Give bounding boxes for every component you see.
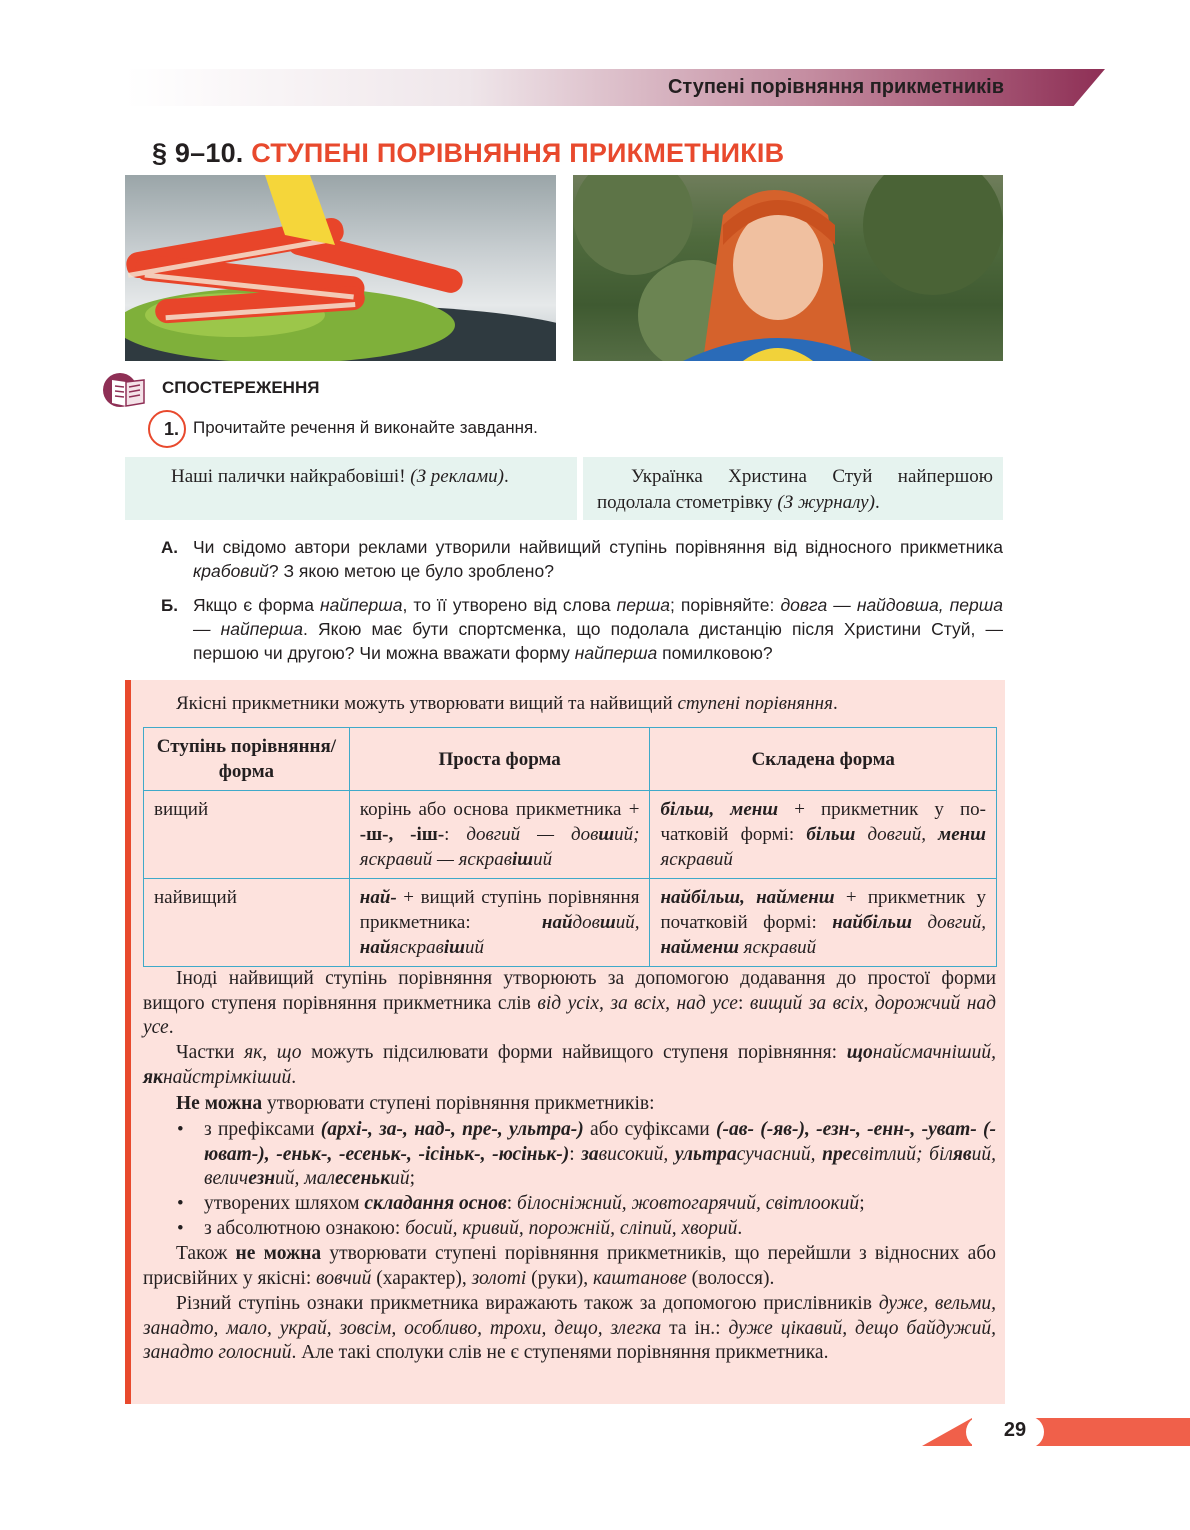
bullet-prefixes-suffixes: з префіксами (архі-, за-, над-, пре-, ультра-) або суфіксами (-ав- (-яв-), -езн-, -енн-, -уват- (-юват-), -еньк-, -есеньк-, -ісіньк-, -юсіньк-): зависокий, ультрасучасний, пресвітлий; білявий, величезний, малесенький; — [204, 1119, 997, 1190]
question-b-label: Б. — [161, 596, 178, 615]
paragraph-superlative: Іноді найвищий ступінь порівняння утворюють за допомогою додавання до простої форми вищого ступеня порівняння прикметника слів від усіх, за всіх, над усе: вищий за всіх, дорожчий над усе. — [143, 968, 996, 1039]
section-number: § 9–10. — [152, 138, 244, 168]
quote-box-magazine: Українка Христина Стуй найпершою подолала стометрівку (З журналу). — [583, 457, 1003, 520]
quote-source: (З реклами) — [410, 466, 504, 487]
paragraph-adverbs: Різний ступінь ознаки прикметника виражають також за допомогою прислівників дуже, вельми, занадто, мало, украй, зовсім, особливо, трохи, дещо, злегка та ін.: дуже цікавий, дещо байдужий, занадто голосний. Але такі сполуки слів не є ступенями порівняння прикметника. — [143, 1293, 996, 1364]
rule-intro: Якісні прикметники можуть утворювати вищий та найвищий ступені порівняння. — [176, 693, 838, 714]
running-title: Ступені порівняння прикметників — [667, 76, 1004, 98]
athlete-portrait-photo — [573, 175, 1003, 361]
observation-heading: СПОСТЕРЕЖЕННЯ — [162, 378, 320, 397]
question-a-label: А. — [161, 538, 178, 557]
bullet-dot: • — [177, 1119, 184, 1140]
table-cell-compound: найбільш, найменш + прикметник у початковій формі: найбільш довгий, найменш яскравий — [650, 879, 997, 967]
page-tab-decoration — [922, 1418, 972, 1446]
rule-accent-bar — [125, 680, 131, 1404]
book-icon — [102, 368, 152, 412]
question-a-text: Чи свідомо автори реклами утворили найвищий ступінь порівняння від відносного прикметника крабовий? З якою метою це було зроблено? — [193, 537, 1003, 581]
bullet-dot: • — [177, 1218, 184, 1239]
table-cell-degree: вищий — [144, 791, 350, 879]
table-row — [144, 879, 997, 967]
table-row — [144, 791, 997, 879]
table-cell-compound: більш, менш + прикметник у початковій формі: більш довгий, менш яскравий — [650, 791, 997, 879]
quote-box-advert: Наші палички найкрабовіші! (З реклами). — [125, 457, 577, 520]
section-heading: СТУПЕНІ ПОРІВНЯННЯ ПРИКМЕТНИКІВ — [251, 138, 785, 168]
task-instruction: Прочитайте речення й виконайте завдання. — [193, 418, 538, 437]
table-cell-simple: най- + вищий ступінь порівняння прикметника: найдовший, найяскравіший — [349, 879, 650, 967]
crab-sticks-photo — [125, 175, 556, 361]
table-cell-simple: корінь або основа прикметника + -ш-, -іш-: довгий — довший; яскравий — яскравіший — [349, 791, 650, 879]
bullet-dot: • — [177, 1193, 184, 1214]
paragraph-cannot: Не можна утворювати ступені порівняння прикметників: — [176, 1093, 655, 1114]
table-header: Проста форма — [349, 728, 650, 791]
table-cell-degree: найвищий — [144, 879, 350, 967]
page-number: 29 — [1003, 1419, 1027, 1441]
task-number: 1. — [164, 419, 180, 439]
question-b-text: Якщо є форма найперша, то її утворено від слова перша; порівняйте: довга — найдовша, перша — найперша. Якою має бути спортсменка, що подолала дистанцію після Христини Стуй, — першою чи другою? Чи можна вважати форму найперша помилковою? — [193, 595, 1004, 663]
bullet-compound-stems: утворених шляхом складання основ: білосніжний, жовтогарячий, світлоокий; — [204, 1193, 865, 1214]
table-header: Складена форма — [650, 728, 997, 791]
task-number-badge — [148, 410, 186, 448]
bullet-absolute-feature: з абсолютною ознакою: босий, кривий, порожній, сліпий, хворий. — [204, 1218, 743, 1239]
section-title — [152, 138, 784, 169]
table-header: Ступінь порівняння/ форма — [144, 728, 350, 791]
paragraph-also-cannot: Також не можна утворювати ступені порівняння прикметників, що перейшли з відносних або присвійних у якісні: вовчий (характер), золоті (руки), каштанове (волосся). — [143, 1243, 996, 1289]
paragraph-particles: Частки як, що можуть підсилювати форми найвищого ступеня порівняння: щонайсмачніший, якнайстрімкіший. — [143, 1042, 996, 1088]
quote-source: (З журналу) — [777, 492, 875, 513]
degrees-table — [143, 727, 997, 967]
